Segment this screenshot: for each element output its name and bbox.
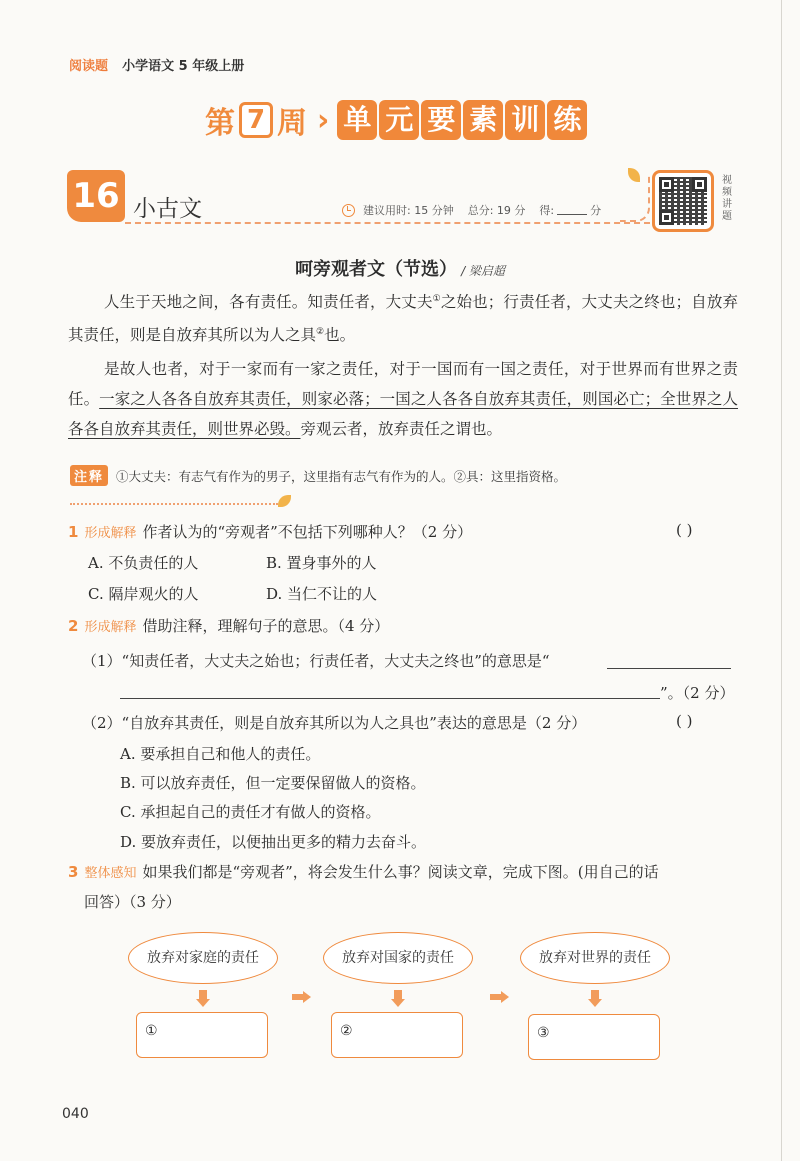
passage-title (0, 255, 800, 281)
leaf-icon (278, 495, 291, 507)
answer-box-1[interactable]: ① (136, 1012, 268, 1058)
subquestion-2: （2）“自放弃其责任，则是自放弃其所以为人之具也”表达的意思是（2 分） (82, 714, 587, 732)
answer-blank[interactable] (120, 698, 660, 699)
unit-divider-corner (620, 175, 650, 222)
page-edge (781, 0, 782, 1161)
question-3 (68, 861, 659, 882)
question-type: 形成解释 (84, 526, 137, 541)
footnote-marker: ① (432, 294, 441, 304)
subquestion-1: （1）“知责任者，大丈夫之始也；行责任者，大丈夫之终也”的意思是“ (82, 652, 550, 670)
passage-text: 也。 (324, 326, 356, 345)
underlined-sentence: 一家之人各各自放弃其责任，则家必落；一国之人各各自放弃其责任，则国必亡；全世界之人各各自放弃其责任，则世界必毁。 (68, 390, 738, 438)
question-text-cont: 回答）（3 分） (84, 893, 181, 911)
week-title-char: 素 (463, 100, 503, 140)
qr-finder (659, 210, 674, 225)
clock-icon (342, 204, 355, 217)
week-title-char: 单 (337, 100, 377, 140)
unit-divider (125, 222, 650, 224)
unit-title: 小古文 (133, 196, 202, 222)
arrow-down-icon (391, 990, 405, 1008)
header-category: 阅读题 (69, 59, 109, 74)
header-book: 小学语文 5 年级上册 (122, 59, 245, 74)
qr-caption (722, 175, 736, 223)
qr-caption-char: 视 (722, 175, 732, 186)
passage-paragraph-2 (68, 354, 738, 444)
answer-blank[interactable] (607, 668, 731, 669)
week-title-char: 练 (547, 100, 587, 140)
passage-text: 是故人也者，对于一家而有一家之责任，对于一国而有一国之责任，对于世界而有世界之责任。 (68, 360, 738, 408)
question-type: 形成解释 (84, 620, 137, 635)
suggested-time: 建议用时: 15 分钟 (363, 204, 454, 217)
question-2 (68, 615, 389, 636)
unit-meta (342, 202, 601, 218)
qr-code[interactable] (652, 170, 714, 232)
score-blank[interactable] (557, 205, 587, 215)
arrow-right-icon (292, 991, 312, 1003)
week-prefix: 第 (205, 106, 235, 141)
question-text: 借助注释，理解句子的意思。（4 分） (142, 617, 390, 635)
week-suffix: 周 (277, 106, 307, 141)
arrow-down-icon (196, 990, 210, 1008)
notes-tag: 注释 (70, 465, 108, 486)
qr-pattern (659, 177, 707, 225)
option-d[interactable]: D. 当仁不让的人 (266, 585, 378, 603)
answer-box-3[interactable]: ③ (528, 1014, 660, 1060)
subquestion-1-end: ”。（2 分） (660, 684, 735, 702)
option-c[interactable]: C. 隔岸观火的人 (88, 585, 199, 603)
question-type: 整体感知 (84, 866, 137, 881)
option-c[interactable]: C. 承担起自己的责任才有做人的资格。 (120, 803, 381, 821)
option-a[interactable]: A. 要承担自己和他人的责任。 (120, 745, 321, 763)
option-b[interactable]: B. 可以放弃责任，但一定要保留做人的资格。 (120, 774, 426, 792)
qr-caption-char: 频 (722, 187, 732, 198)
answer-paren[interactable]: ( ) (676, 712, 693, 730)
arrow-right-icon (490, 991, 510, 1003)
week-title-char: 训 (505, 100, 545, 140)
question-1 (68, 521, 472, 542)
notes-text: ①大丈夫：有志气有作为的男子，这里指有志气有作为的人。②具：这里指资格。 (116, 468, 567, 484)
passage-paragraph-1 (68, 284, 738, 350)
passage-title-text: 呵旁观者文（节选） (295, 259, 458, 280)
arrow-down-icon (588, 990, 602, 1008)
week-banner (205, 98, 589, 142)
page-number: 040 (62, 1106, 89, 1122)
option-b[interactable]: B. 置身事外的人 (266, 554, 377, 572)
passage-author: / 梁启超 (461, 264, 505, 278)
option-d[interactable]: D. 要放弃责任，以便抽出更多的精力去奋斗。 (120, 833, 427, 851)
total-score: 总分: 19 分 (467, 204, 526, 217)
answer-paren[interactable]: ( ) (676, 521, 693, 539)
week-title-char: 元 (379, 100, 419, 140)
option-a[interactable]: A. 不负责任的人 (88, 554, 199, 572)
notes (70, 465, 566, 486)
footnote-marker: ② (316, 327, 325, 338)
week-number: 7 (239, 102, 273, 138)
qr-caption-char: 讲 (722, 199, 732, 210)
notes-divider (70, 503, 278, 505)
unit-number: 16 (67, 170, 125, 222)
passage-text: 之始也；行责任者，大丈夫之终也；自放弃其责任，则是自放弃其所以为人之具 (68, 293, 738, 345)
qr-finder (692, 177, 707, 192)
week-title-char: 要 (421, 100, 461, 140)
flow-node-family: 放弃对家庭的责任 (128, 932, 278, 984)
flow-node-country: 放弃对国家的责任 (323, 932, 473, 984)
score-unit: 分 (590, 204, 602, 217)
chevron-right-icon: › (317, 102, 330, 138)
question-text: 如果我们都是“旁观者”，将会发生什么事？阅读文章，完成下图。(用自己的话 (142, 863, 659, 881)
question-text: 作者认为的“旁观者”不包括下列哪种人？（2 分） (142, 523, 473, 541)
passage-text: 人生于天地之间，各有责任。知责任者，大丈夫 (104, 293, 433, 312)
question-number: 1 (68, 522, 79, 541)
running-header (69, 55, 244, 74)
score-label: 得: (539, 204, 555, 217)
flow-node-world: 放弃对世界的责任 (520, 932, 670, 984)
qr-caption-char: 题 (722, 211, 732, 222)
passage-text: 旁观云者，放弃责任之谓也。 (300, 420, 503, 438)
answer-box-2[interactable]: ② (331, 1012, 463, 1058)
qr-finder (659, 177, 674, 192)
question-number: 2 (68, 616, 79, 635)
question-number: 3 (68, 862, 79, 881)
